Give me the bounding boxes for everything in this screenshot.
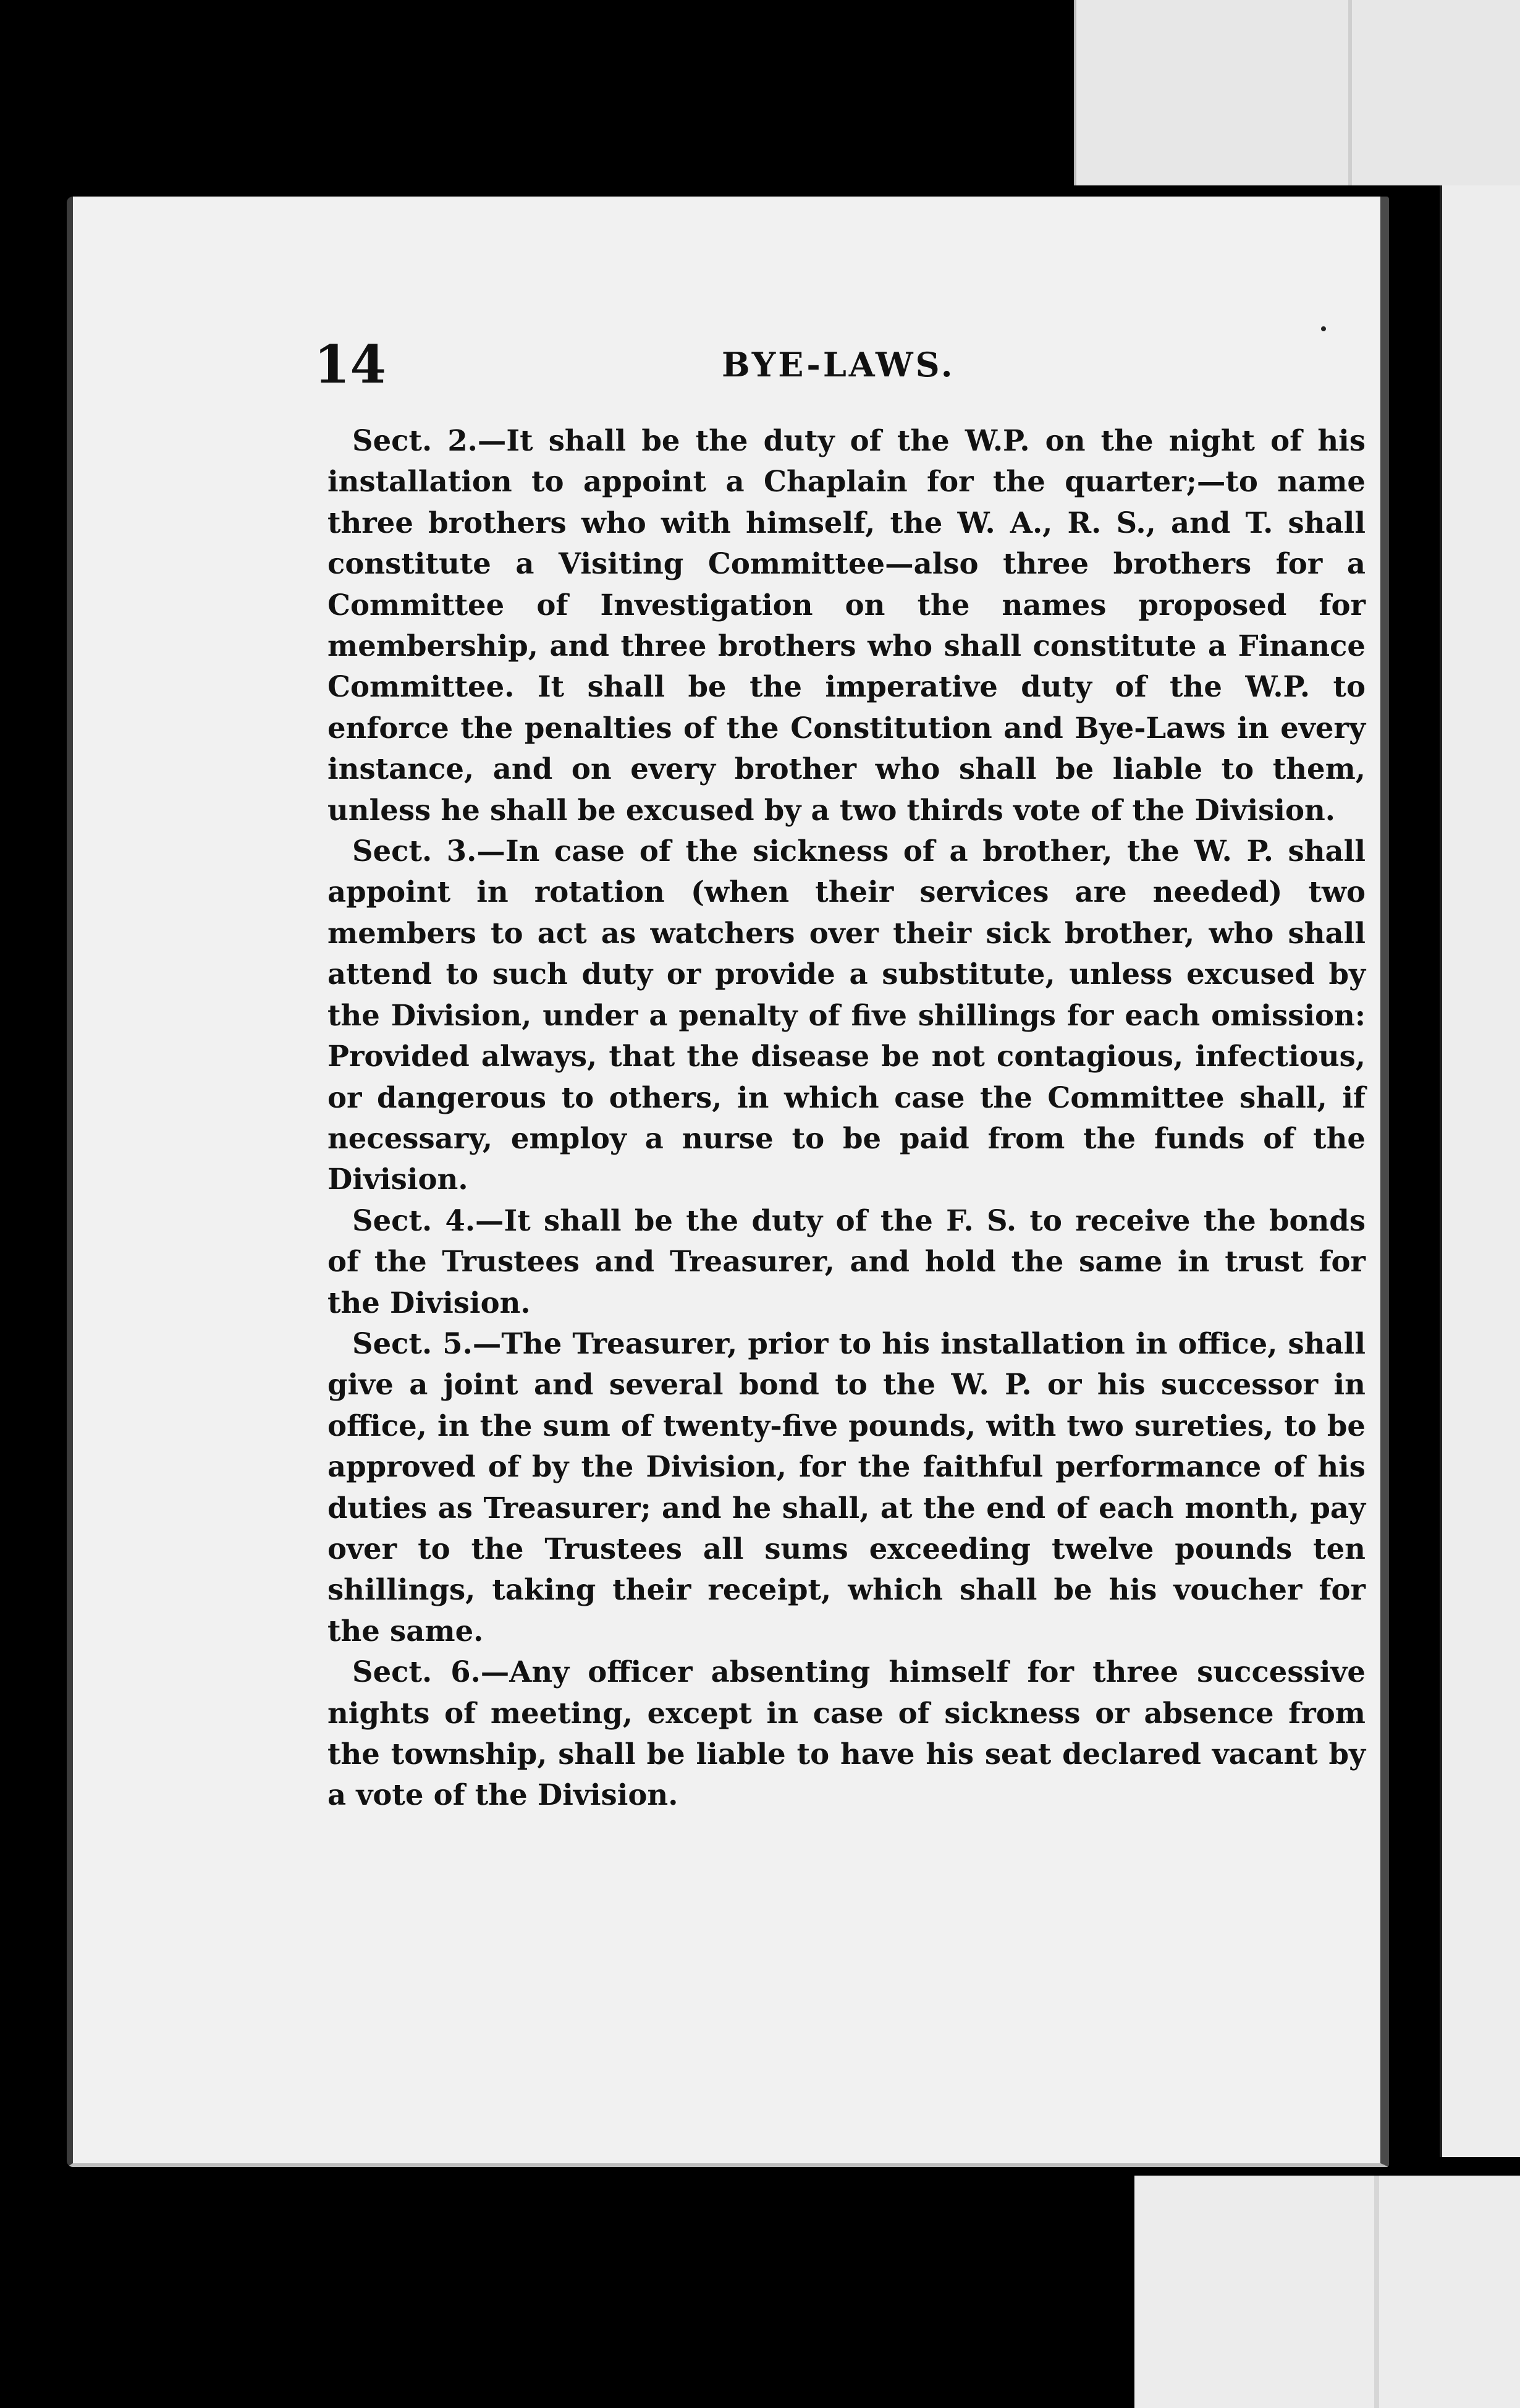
section-paragraph: Sect. 6.—Any officer absenting himself for three successive nights of meeting, except in case of sickness or absence from the township, shall be liable to have his seat declared vacant by a vote of the Division. [327,1655,1366,1812]
background-sheet-top [1074,0,1520,185]
sheet-fold [1348,0,1352,185]
sheet-fold [1374,2176,1379,2408]
background-sheet-bottom [1134,2176,1520,2408]
section-paragraph: Sect. 2.—It shall be the duty of the W.P. on the night of his installation to appoint a Chaplain for the quarter;—to name three brothers who with himself, the W. A., R. S., and T. shall constitute a Visiting Committee—also three brothers for a Committee of Investigation on the names proposed for membership, and three brothers who shall constitute a Finance Committee. It shall be the imperative duty of the W.P. to enforce the penalties of the Constitution and Bye-Laws in every instance, and on every brother who shall be liable to them, unless he shall be excused by a two thirds vote of the Division. [327,423,1366,827]
section-paragraph: Sect. 5.—The Treasurer, prior to his installation in office, shall give a joint and several bond to the W. P. or his successor in office, in the sum of twenty-five pounds, with two sureties, to be approved of by the Division, for the faithful performance of his duties as Treasurer; and he shall, at the end of each month, pay over to the Trustees all sums exceeding twelve pounds ten shillings, taking their receipt, which shall be his voucher for the same. [327,1326,1366,1648]
book-page [67,197,1389,2167]
section-paragraph: Sect. 3.—In case of the sickness of a brother, the W. P. shall appoint in rotation (when their services are needed) two members to act as watchers over their sick brother, who shall attend to such duty or provide a substitute, unless excused by the Division, under a penalty of five shillings for each omission: Provided always, that the disease be not contagious, infectious, or dangerous to others, in which case the Committee shall, if necessary, employ a nurse to be paid from the funds of the Division. [327,834,1366,1197]
page-number: 14 [314,334,386,395]
section-paragraph: Sect. 4.—It shall be the duty of the F. S. to receive the bonds of the Trustees and Treasurer, and hold the same in trust for the Division. [327,1203,1366,1320]
page-header [314,334,1364,396]
facing-page-edge [1440,185,1520,2157]
ink-speck [1321,326,1326,331]
running-head: BYE-LAWS. [722,345,955,384]
body-text [327,420,1366,1816]
